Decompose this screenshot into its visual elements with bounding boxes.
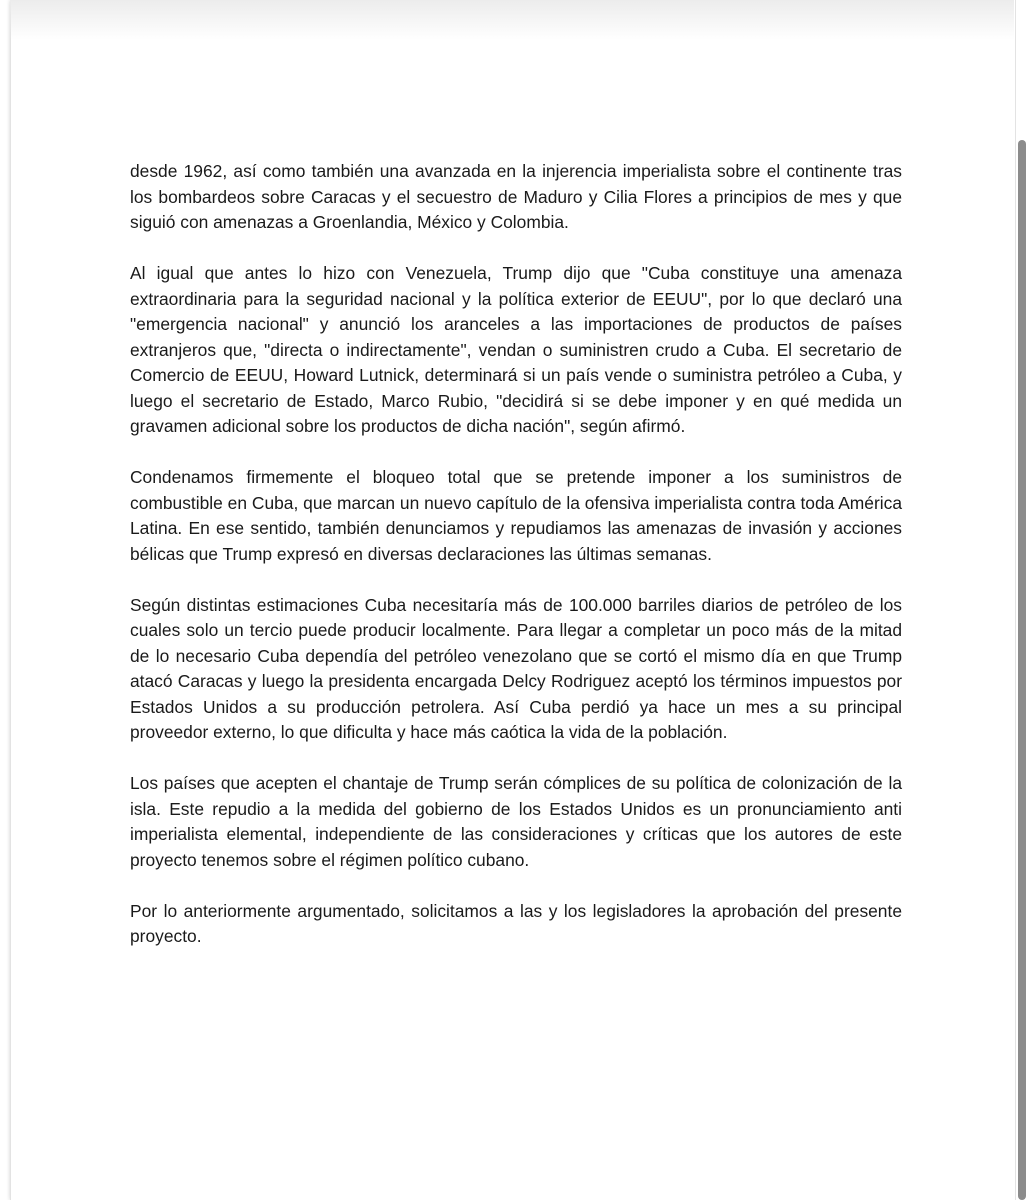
document-body <box>130 159 902 975</box>
paragraph-2: Al igual que antes lo hizo con Venezuela, Trump dijo que "Cuba constituye una amenaza extraordinaria para la seguridad nacional y la política exterior de EEUU", por lo que declaró una "emergencia nacional" y anunció los aranceles a las importaciones de productos de países extranjeros que, "directa o indirectamente", vendan o suministren crudo a Cuba. El secretario de Comercio de EEUU, Howard Lutnick, determinará si un país vende o suministra petróleo a Cuba, y luego el secretario de Estado, Marco Rubio, "decidirá si se debe imponer y en qué medida un gravamen adicional sobre los productos de dicha nación", según afirmó. <box>130 263 902 436</box>
page-top-edge <box>10 0 1014 40</box>
paragraph-1: desde 1962, así como también una avanzada en la injerencia imperialista sobre el continente tras los bombardeos sobre Caracas y el secuestro de Maduro y Cilia Flores a principios de mes y que siguió con amenazas a Groenlandia, México y Colombia. <box>130 161 902 232</box>
paragraph-4: Según distintas estimaciones Cuba necesitaría más de 100.000 barriles diarios de petróleo de los cuales solo un tercio puede producir localmente. Para llegar a completar un poco más de la mitad de lo necesario Cuba dependía del petróleo venezolano que se cortó el mismo día en que Trump atacó Caracas y luego la presidenta encargada Delcy Rodriguez aceptó los términos impuestos por Estados Unidos a su producción petrolera. Así Cuba perdió ya hace un mes a su principal proveedor externo, lo que dificulta y hace más caótica la vida de la población. <box>130 594 902 742</box>
paragraph-5: Los países que acepten el chantaje de Trump serán cómplices de su política de colonización de la isla. Este repudio a la medida del gobierno de los Estados Unidos es un pronunciamiento anti imperialista elemental, independiente de las consideraciones y críticas que los autores de este proyecto tenemos sobre el régimen político cubano. <box>130 773 902 870</box>
paragraph-6: Por lo anteriormente argumentado, solicitamos a las y los legisladores la aprobación del presente proyecto. <box>130 900 902 946</box>
vertical-scrollbar-thumb[interactable] <box>1018 140 1026 1200</box>
paragraph-3: Condenamos firmemente el bloqueo total que se pretende imponer a los suministros de combustible en Cuba, que marcan un nuevo capítulo de la ofensiva imperialista contra toda América Latina. En ese sentido, también denunciamos y repudiamos las amenazas de invasión y acciones bélicas que Trump expresó en diversas declaraciones las últimas semanas. <box>130 467 902 564</box>
